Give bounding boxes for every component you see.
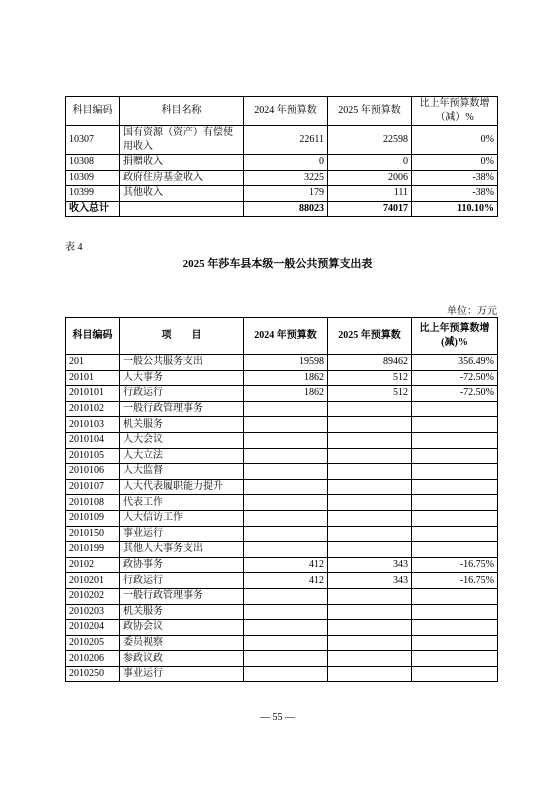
- table-cell: [328, 464, 412, 480]
- table-cell: [412, 417, 498, 433]
- table-cell: 人大监督: [120, 464, 244, 480]
- table-cell: 机关服务: [120, 417, 244, 433]
- table-cell: 2010105: [66, 448, 120, 464]
- table-cell: 政协会议: [120, 620, 244, 636]
- table-cell: 2010204: [66, 620, 120, 636]
- table-cell: 机关服务: [120, 604, 244, 620]
- table-cell: 2010108: [66, 495, 120, 511]
- table-cell: 512: [328, 370, 412, 386]
- column-header: 科目编码: [66, 318, 120, 355]
- table-cell: [244, 635, 328, 651]
- table-cell: 88023: [244, 201, 328, 217]
- table-cell: [328, 479, 412, 495]
- table-row: [66, 386, 498, 402]
- table-cell: 人大代表履职能力提升: [120, 479, 244, 495]
- table-row: [66, 479, 498, 495]
- table-cell: [412, 542, 498, 558]
- column-header: 2024 年预算数: [244, 318, 328, 355]
- table-cell: [328, 604, 412, 620]
- table-cell: [412, 604, 498, 620]
- table-cell: 179: [244, 186, 328, 202]
- table-row: [66, 448, 498, 464]
- table-cell: [412, 635, 498, 651]
- table-cell: 2010104: [66, 432, 120, 448]
- table-cell: 356.49%: [412, 355, 498, 371]
- column-header: 比上年预算数增 (减)%: [412, 318, 498, 355]
- table-header-row: [66, 318, 498, 355]
- table-cell: 2010103: [66, 417, 120, 433]
- table-cell: [412, 526, 498, 542]
- table-row: [66, 542, 498, 558]
- table-cell: [328, 495, 412, 511]
- table-cell: 2010102: [66, 401, 120, 417]
- table-cell: 2010101: [66, 386, 120, 402]
- table-cell: 20102: [66, 557, 120, 573]
- table-header-row: [66, 97, 498, 126]
- table-row: [66, 495, 498, 511]
- table-cell: [328, 401, 412, 417]
- table-cell: [244, 417, 328, 433]
- table-cell: 22598: [328, 126, 412, 155]
- table-cell: 2010205: [66, 635, 120, 651]
- table-cell: 2010203: [66, 604, 120, 620]
- table-cell: [244, 542, 328, 558]
- table-cell: 行政运行: [120, 386, 244, 402]
- table-cell: [412, 588, 498, 604]
- table-cell: [244, 666, 328, 682]
- table-cell: [412, 651, 498, 667]
- table-row: [66, 170, 498, 186]
- expenditure-table: [65, 317, 498, 682]
- table-cell: [244, 495, 328, 511]
- table-cell: -38%: [412, 186, 498, 202]
- table-cell: 一般行政管理事务: [120, 588, 244, 604]
- table-cell: -72.50%: [412, 386, 498, 402]
- table-cell: -38%: [412, 170, 498, 186]
- table-cell: 201: [66, 355, 120, 371]
- table-cell: -16.75%: [412, 573, 498, 589]
- column-header: 科目编码: [66, 97, 120, 126]
- table-cell: [244, 510, 328, 526]
- table-cell: 412: [244, 557, 328, 573]
- table-cell: 事业运行: [120, 526, 244, 542]
- table-cell: [328, 651, 412, 667]
- table-cell: 343: [328, 573, 412, 589]
- table-cell: 89462: [328, 355, 412, 371]
- table-row: [66, 201, 498, 217]
- table-cell: 1862: [244, 370, 328, 386]
- table-cell: 参政议政: [120, 651, 244, 667]
- table-cell: [328, 542, 412, 558]
- table-cell: 0%: [412, 126, 498, 155]
- table-cell: [328, 526, 412, 542]
- column-header: 项 目: [120, 318, 244, 355]
- table-cell: 110.10%: [412, 201, 498, 217]
- table-cell: [412, 401, 498, 417]
- table-row: [66, 526, 498, 542]
- table-cell: 代表工作: [120, 495, 244, 511]
- table-cell: 111: [328, 186, 412, 202]
- table-cell: 2010202: [66, 588, 120, 604]
- table-cell: 0: [244, 155, 328, 171]
- table-cell: [412, 495, 498, 511]
- table-cell: [244, 401, 328, 417]
- table-cell: 一般行政管理事务: [120, 401, 244, 417]
- column-header: 科目名称: [120, 97, 244, 126]
- table-row: [66, 155, 498, 171]
- unit-label: 单位：万元: [447, 306, 497, 317]
- table-cell: 2010206: [66, 651, 120, 667]
- table-cell: [244, 651, 328, 667]
- table-cell: 2006: [328, 170, 412, 186]
- table-cell: 19598: [244, 355, 328, 371]
- table-cell: 0: [328, 155, 412, 171]
- table-cell: 委员视察: [120, 635, 244, 651]
- table-cell: [412, 666, 498, 682]
- table-cell: -72.50%: [412, 370, 498, 386]
- table-cell: [328, 510, 412, 526]
- table-cell: 人大会议: [120, 432, 244, 448]
- income-table: [65, 96, 498, 217]
- table-cell: [244, 464, 328, 480]
- table-row: [66, 355, 498, 371]
- table-cell: [244, 604, 328, 620]
- table-cell: 人大立法: [120, 448, 244, 464]
- table-row: [66, 666, 498, 682]
- table-cell: [120, 201, 244, 217]
- table-cell: 国有资源（资产）有偿使用收入: [120, 126, 244, 155]
- table-row: [66, 635, 498, 651]
- table-cell: [412, 620, 498, 636]
- table-cell: [328, 588, 412, 604]
- table-cell: [244, 448, 328, 464]
- table-row: [66, 604, 498, 620]
- table-cell: 2010250: [66, 666, 120, 682]
- table-cell: 10307: [66, 126, 120, 155]
- table-cell: 22611: [244, 126, 328, 155]
- table-cell: 10399: [66, 186, 120, 202]
- table-cell: 2010109: [66, 510, 120, 526]
- table-cell: [244, 588, 328, 604]
- table-cell: [328, 635, 412, 651]
- table-cell: 一般公共服务支出: [120, 355, 244, 371]
- table-cell: 人大事务: [120, 370, 244, 386]
- table-cell: 政协事务: [120, 557, 244, 573]
- table-cell: 1862: [244, 386, 328, 402]
- table-cell: 10309: [66, 170, 120, 186]
- table-cell: 政府住房基金收入: [120, 170, 244, 186]
- column-header: 2024 年预算数: [244, 97, 328, 126]
- table-cell: 2010201: [66, 573, 120, 589]
- table-row: [66, 510, 498, 526]
- table-cell: [412, 432, 498, 448]
- table-cell: 412: [244, 573, 328, 589]
- table-row: [66, 557, 498, 573]
- table-cell: 74017: [328, 201, 412, 217]
- table-row: [66, 588, 498, 604]
- table-cell: 行政运行: [120, 573, 244, 589]
- table-cell: [412, 448, 498, 464]
- table-cell: 20101: [66, 370, 120, 386]
- table-cell: 343: [328, 557, 412, 573]
- table-cell: [328, 620, 412, 636]
- table-row: [66, 417, 498, 433]
- table-cell: [412, 464, 498, 480]
- table-cell: [412, 479, 498, 495]
- table-title: 2025 年莎车县本级一般公共预算支出表: [182, 258, 373, 270]
- table-cell: 10308: [66, 155, 120, 171]
- table-row: [66, 126, 498, 155]
- table-cell: 2010106: [66, 464, 120, 480]
- table-cell: 捐赠收入: [120, 155, 244, 171]
- table-row: [66, 464, 498, 480]
- table-cell: 其他人大事务支出: [120, 542, 244, 558]
- table-cell: 事业运行: [120, 666, 244, 682]
- table-cell: [328, 417, 412, 433]
- table-cell: 0%: [412, 155, 498, 171]
- table-row: [66, 651, 498, 667]
- column-header: 2025 年预算数: [328, 97, 412, 126]
- table-cell: [328, 666, 412, 682]
- table-cell: 512: [328, 386, 412, 402]
- table-cell: [244, 432, 328, 448]
- table-cell: 收入总计: [66, 201, 120, 217]
- table-row: [66, 573, 498, 589]
- table-row: [66, 401, 498, 417]
- column-header: 2025 年预算数: [328, 318, 412, 355]
- table-cell: 2010150: [66, 526, 120, 542]
- table-row: [66, 186, 498, 202]
- table-cell: -16.75%: [412, 557, 498, 573]
- table-cell: [244, 526, 328, 542]
- table-label: 表 4: [65, 242, 83, 253]
- table-cell: 2010199: [66, 542, 120, 558]
- table-row: [66, 432, 498, 448]
- page-number: — 55 —: [260, 712, 295, 723]
- table-cell: [244, 620, 328, 636]
- table-cell: [412, 510, 498, 526]
- table-cell: [328, 448, 412, 464]
- table-cell: 2010107: [66, 479, 120, 495]
- table-cell: [244, 479, 328, 495]
- column-header: 比上年预算数增（减）%: [412, 97, 498, 126]
- table-row: [66, 370, 498, 386]
- table-cell: 3225: [244, 170, 328, 186]
- table-cell: [328, 432, 412, 448]
- table-cell: 其他收入: [120, 186, 244, 202]
- table-cell: 人大信访工作: [120, 510, 244, 526]
- table-row: [66, 620, 498, 636]
